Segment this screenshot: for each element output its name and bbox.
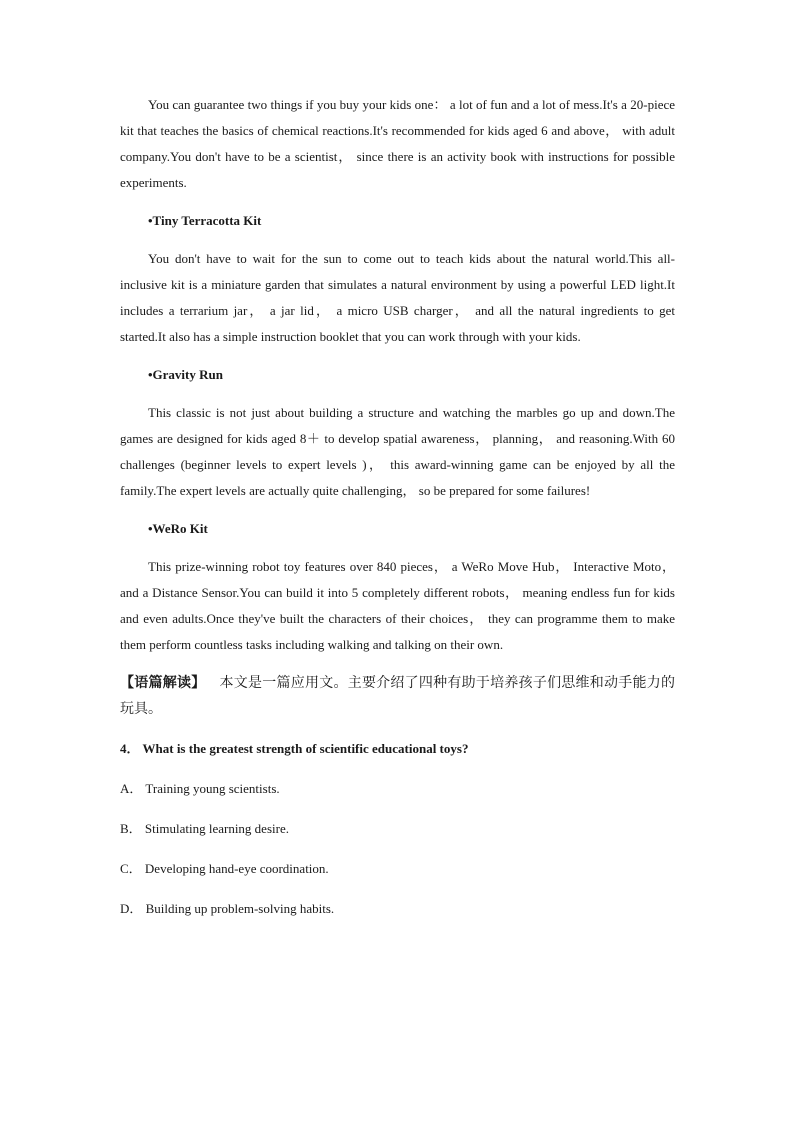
intro-paragraph: You can guarantee two things if you buy your kids one： a lot of fun and a lot of mess.It's a 20-piece kit that teaches the basics of chemical reactions.It's recommended for kids aged 6 and above， with adult company.You don't have to be a scientist， since there is an activity book with instructions for possible experiments.: [120, 97, 675, 190]
option-c: C． Developing hand-eye coordination.: [120, 861, 329, 876]
analysis-tag: 【语篇解读】: [120, 675, 206, 691]
section-body-tiny-terracotta-kit: You don't have to wait for the sun to come out to teach kids about the natural world.This all-inclusive kit is a miniature garden that simulates a natural environment by using a powerful LED light.It includes a terrarium jar， a jar lid， a micro USB charger， and all the natural ingredients to get started.It also has a simple instruction booklet that you can work through with your kids.: [120, 251, 675, 344]
question-text: 4． What is the greatest strength of scientific educational toys?: [120, 741, 469, 756]
section-heading-gravity-run: •Gravity Run: [148, 367, 223, 382]
option-a: A． Training young scientists.: [120, 781, 280, 796]
section-body-gravity-run: This classic is not just about building a structure and watching the marbles go up and down.The games are designed for kids aged 8＋ to develop spatial awareness， planning， and reasoning.With 60 challenges (beginner levels to expert levels )， this award-winning game can be enjoyed by all the family.The expert levels are actually quite challenging， so be prepared for some failures!: [120, 405, 675, 498]
analysis-text: 本文是一篇应用文。主要介绍了四种有助于培养孩子们思维和动手能力的玩具。: [120, 675, 676, 717]
section-heading-tiny-terracotta-kit: •Tiny Terracotta Kit: [148, 213, 262, 228]
option-d: D． Building up problem-solving habits.: [120, 901, 335, 916]
section-body-wero-kit: This prize-winning robot toy features over 840 pieces， a WeRo Move Hub， Interactive Moto， and a Distance Sensor.You can build it into 5 completely different robots， meaning endless fun for kids and even adults.Once they've built the characters of their choices， they can programme them to make them perform countless tasks including walking and talking on their own.: [120, 559, 675, 652]
section-heading-wero-kit: •WeRo Kit: [148, 521, 208, 536]
document-page: [120, 92, 675, 922]
option-b: B． Stimulating learning desire.: [120, 821, 289, 836]
passage-analysis: [120, 670, 675, 722]
